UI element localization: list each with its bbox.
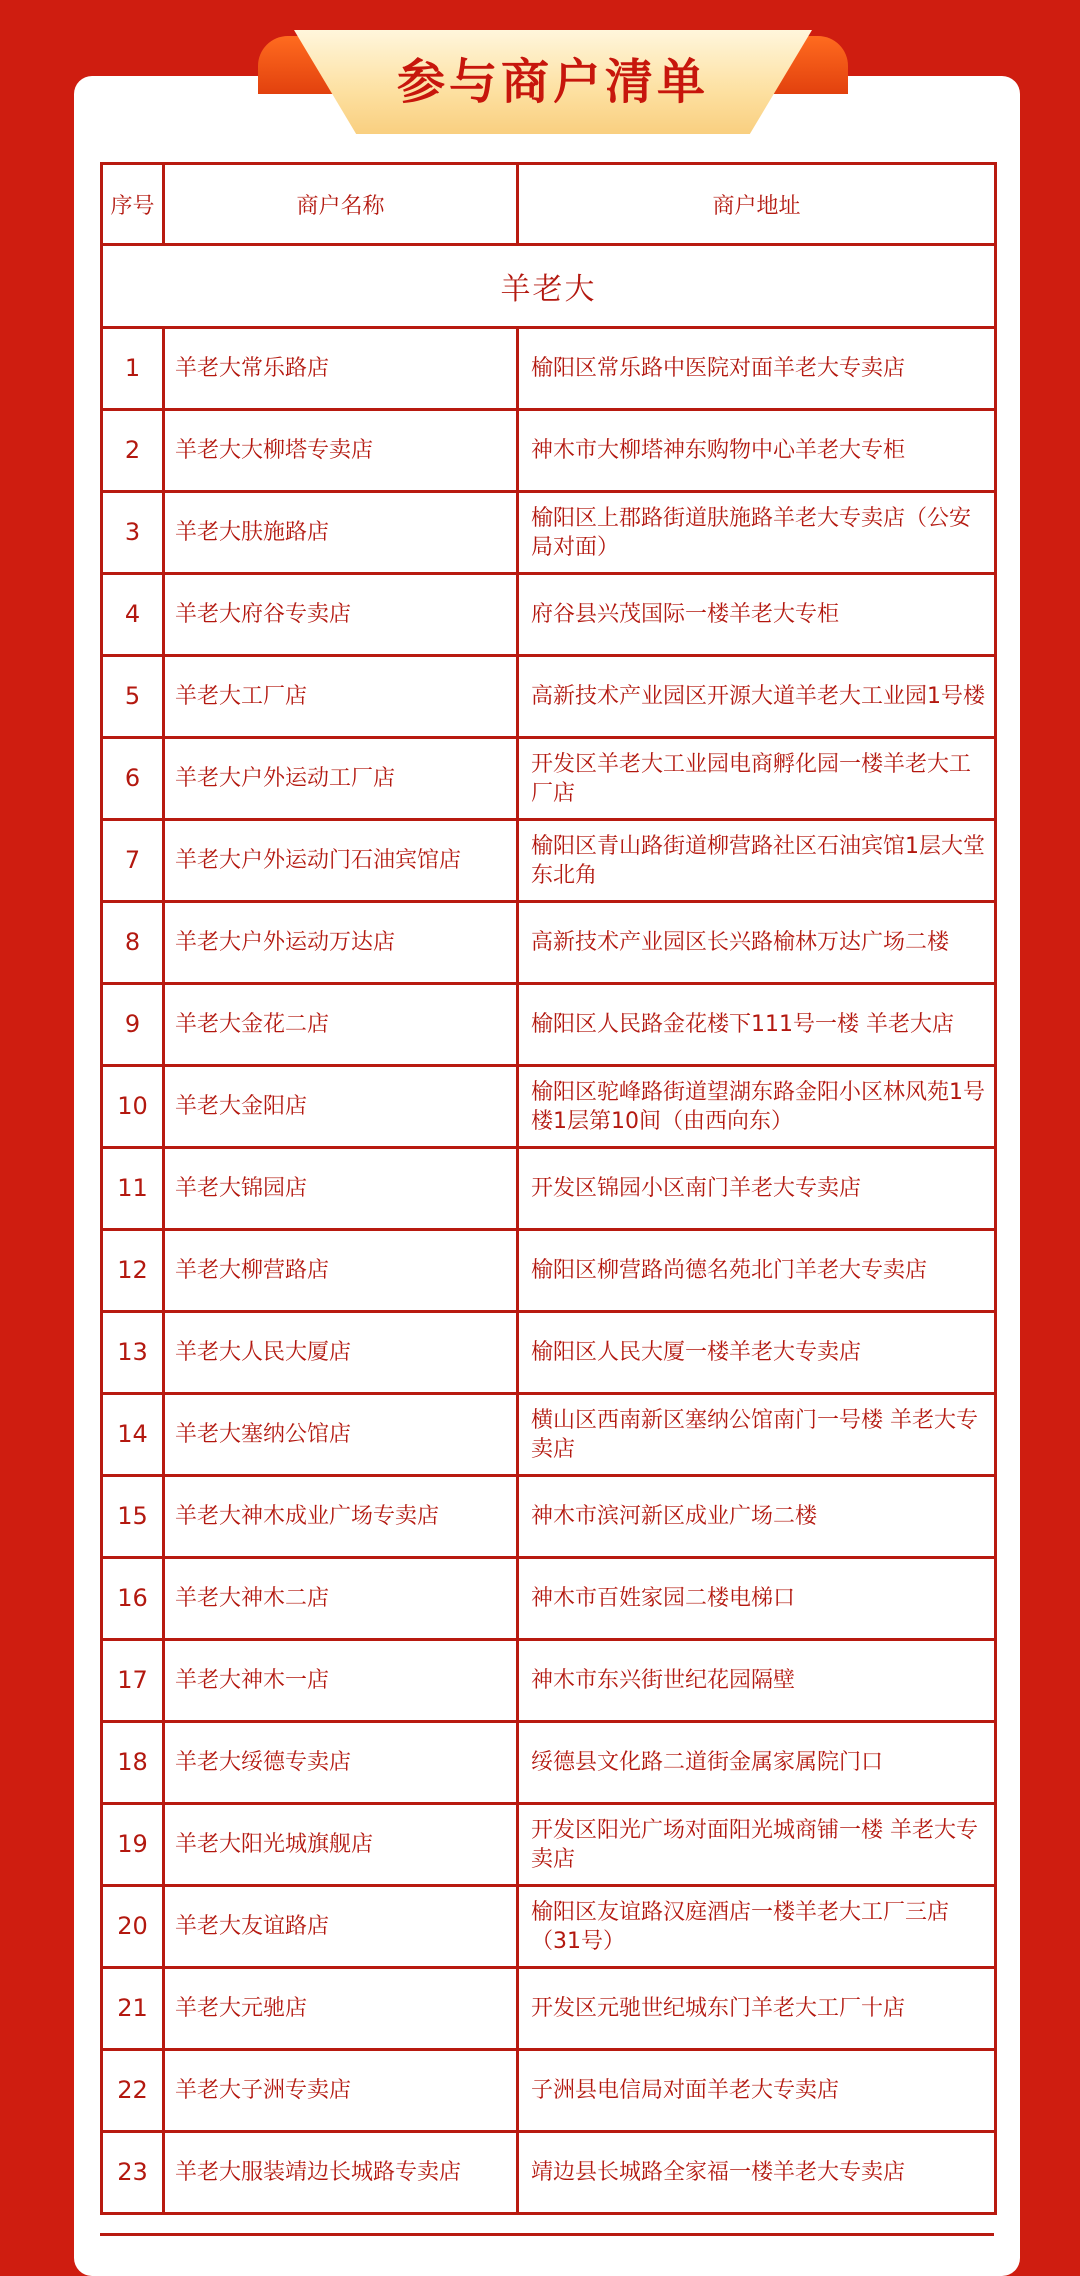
table-header-row — [102, 164, 996, 245]
merchant-name: 羊老大府谷专卖店 — [164, 574, 518, 656]
table-row — [102, 1230, 996, 1312]
row-index: 11 — [102, 1148, 164, 1230]
merchant-address: 开发区锦园小区南门羊老大专卖店 — [518, 1148, 996, 1230]
row-index: 17 — [102, 1640, 164, 1722]
merchant-name: 羊老大神木一店 — [164, 1640, 518, 1722]
merchant-name: 羊老大人民大厦店 — [164, 1312, 518, 1394]
row-index: 4 — [102, 574, 164, 656]
group-title: 羊老大 — [102, 245, 996, 328]
table-row — [102, 820, 996, 902]
group-row — [102, 245, 996, 328]
merchant-address: 横山区西南新区塞纳公馆南门一号楼 羊老大专卖店 — [518, 1394, 996, 1476]
table-row — [102, 738, 996, 820]
table-row — [102, 1476, 996, 1558]
table-row — [102, 1804, 996, 1886]
merchant-name: 羊老大金花二店 — [164, 984, 518, 1066]
header-name: 商户名称 — [164, 164, 518, 245]
merchant-name: 羊老大金阳店 — [164, 1066, 518, 1148]
table-row — [102, 1722, 996, 1804]
table-row — [102, 1558, 996, 1640]
merchant-address: 榆阳区柳营路尚德名苑北门羊老大专卖店 — [518, 1230, 996, 1312]
row-index: 13 — [102, 1312, 164, 1394]
merchant-address: 榆阳区人民路金花楼下111号一楼 羊老大店 — [518, 984, 996, 1066]
merchant-address: 榆阳区驼峰路街道望湖东路金阳小区林风苑1号楼1层第10间（由西向东） — [518, 1066, 996, 1148]
header-address: 商户地址 — [518, 164, 996, 245]
row-index: 6 — [102, 738, 164, 820]
table-row — [102, 656, 996, 738]
merchant-address: 榆阳区友谊路汉庭酒店一楼羊老大工厂三店（31号） — [518, 1886, 996, 1968]
merchant-address: 子洲县电信局对面羊老大专卖店 — [518, 2050, 996, 2132]
merchant-address: 开发区羊老大工业园电商孵化园一楼羊老大工厂店 — [518, 738, 996, 820]
table-row — [102, 1968, 996, 2050]
merchant-name: 羊老大户外运动万达店 — [164, 902, 518, 984]
merchant-name: 羊老大神木成业广场专卖店 — [164, 1476, 518, 1558]
merchant-name: 羊老大户外运动工厂店 — [164, 738, 518, 820]
merchant-table — [100, 162, 997, 2215]
row-index: 16 — [102, 1558, 164, 1640]
table-row — [102, 1394, 996, 1476]
merchant-address: 神木市百姓家园二楼电梯口 — [518, 1558, 996, 1640]
merchant-address: 神木市滨河新区成业广场二楼 — [518, 1476, 996, 1558]
title-banner — [258, 30, 848, 134]
table-row — [102, 1066, 996, 1148]
merchant-name: 羊老大绥德专卖店 — [164, 1722, 518, 1804]
row-index: 15 — [102, 1476, 164, 1558]
merchant-name: 羊老大工厂店 — [164, 656, 518, 738]
merchant-address: 绥德县文化路二道街金属家属院门口 — [518, 1722, 996, 1804]
merchant-address: 榆阳区人民大厦一楼羊老大专卖店 — [518, 1312, 996, 1394]
merchant-name: 羊老大肤施路店 — [164, 492, 518, 574]
row-index: 2 — [102, 410, 164, 492]
row-index: 20 — [102, 1886, 164, 1968]
merchant-address: 开发区阳光广场对面阳光城商铺一楼 羊老大专卖店 — [518, 1804, 996, 1886]
merchant-address: 榆阳区青山路街道柳营路社区石油宾馆1层大堂东北角 — [518, 820, 996, 902]
merchant-address: 神木市东兴街世纪花园隔壁 — [518, 1640, 996, 1722]
row-index: 7 — [102, 820, 164, 902]
table-row — [102, 2132, 996, 2214]
table-row — [102, 1886, 996, 1968]
row-index: 21 — [102, 1968, 164, 2050]
merchant-address: 高新技术产业园区开源大道羊老大工业园1号楼 — [518, 656, 996, 738]
row-index: 10 — [102, 1066, 164, 1148]
table-row — [102, 902, 996, 984]
merchant-address: 靖边县长城路全家福一楼羊老大专卖店 — [518, 2132, 996, 2214]
merchant-name: 羊老大锦园店 — [164, 1148, 518, 1230]
merchant-address: 府谷县兴茂国际一楼羊老大专柜 — [518, 574, 996, 656]
table-row — [102, 984, 996, 1066]
merchant-name: 羊老大子洲专卖店 — [164, 2050, 518, 2132]
row-index: 19 — [102, 1804, 164, 1886]
merchant-name: 羊老大神木二店 — [164, 1558, 518, 1640]
merchant-address: 榆阳区常乐路中医院对面羊老大专卖店 — [518, 328, 996, 410]
row-index: 14 — [102, 1394, 164, 1476]
merchant-name: 羊老大元驰店 — [164, 1968, 518, 2050]
merchant-address: 开发区元驰世纪城东门羊老大工厂十店 — [518, 1968, 996, 2050]
table-row — [102, 574, 996, 656]
merchant-address: 榆阳区上郡路街道肤施路羊老大专卖店（公安局对面） — [518, 492, 996, 574]
merchant-address: 神木市大柳塔神东购物中心羊老大专柜 — [518, 410, 996, 492]
page-title: 参与商户清单 — [396, 54, 709, 110]
row-index: 9 — [102, 984, 164, 1066]
row-index: 5 — [102, 656, 164, 738]
merchant-address: 高新技术产业园区长兴路榆林万达广场二楼 — [518, 902, 996, 984]
row-index: 22 — [102, 2050, 164, 2132]
row-index: 18 — [102, 1722, 164, 1804]
row-index: 23 — [102, 2132, 164, 2214]
row-index: 3 — [102, 492, 164, 574]
table-row — [102, 328, 996, 410]
table-bottom-border — [100, 2233, 994, 2236]
table-row — [102, 2050, 996, 2132]
table-row — [102, 410, 996, 492]
table-row — [102, 1148, 996, 1230]
row-index: 12 — [102, 1230, 164, 1312]
merchant-name: 羊老大友谊路店 — [164, 1886, 518, 1968]
merchant-name: 羊老大阳光城旗舰店 — [164, 1804, 518, 1886]
header-index: 序号 — [102, 164, 164, 245]
merchant-name: 羊老大常乐路店 — [164, 328, 518, 410]
table-row — [102, 492, 996, 574]
merchant-name: 羊老大柳营路店 — [164, 1230, 518, 1312]
merchant-name: 羊老大户外运动门石油宾馆店 — [164, 820, 518, 902]
merchant-name: 羊老大塞纳公馆店 — [164, 1394, 518, 1476]
row-index: 1 — [102, 328, 164, 410]
table-row — [102, 1640, 996, 1722]
merchant-name: 羊老大服装靖边长城路专卖店 — [164, 2132, 518, 2214]
merchant-name: 羊老大大柳塔专卖店 — [164, 410, 518, 492]
row-index: 8 — [102, 902, 164, 984]
table-row — [102, 1312, 996, 1394]
